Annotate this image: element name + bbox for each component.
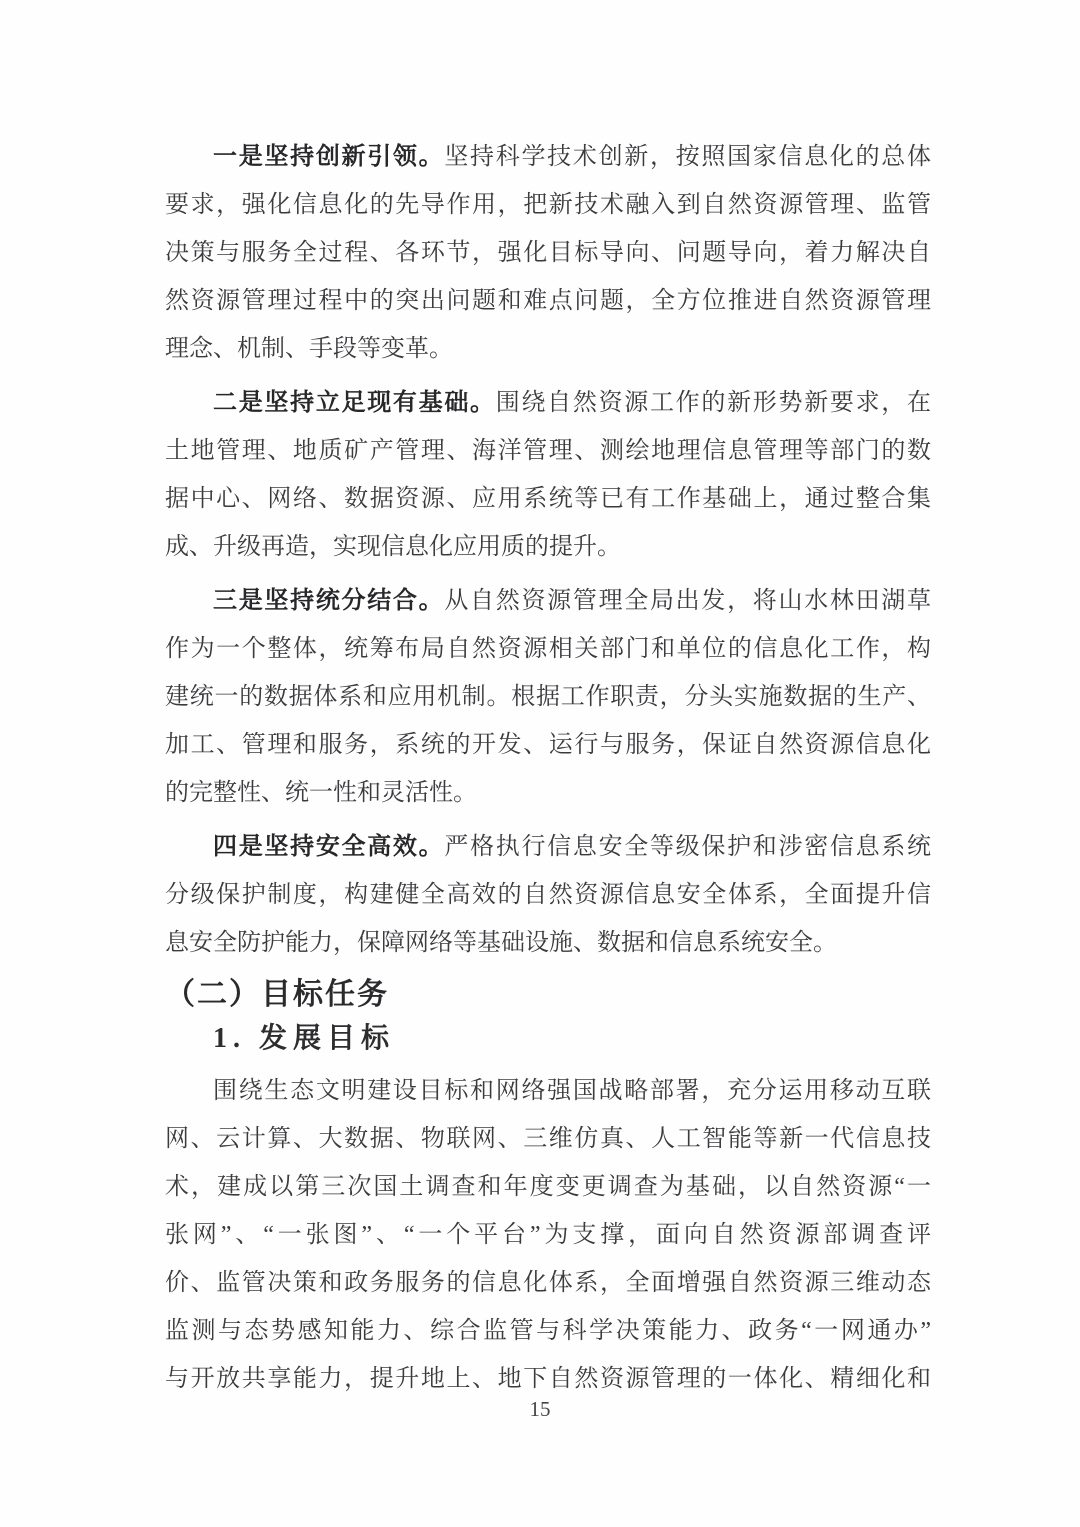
text-line (165, 427, 931, 475)
line-text: 围绕自然资源工作的新形势新要求，在 (495, 390, 931, 416)
paragraph (165, 577, 931, 817)
text-line (165, 325, 931, 373)
line-text: 要求，强化信息化的先导作用，把新技术融入到自然资源管理、监管 (165, 192, 931, 218)
line-text: 加工、管理和服务，系统的开发、运行与服务，保证自然资源信息化 (165, 732, 931, 758)
paragraph-lead: 四是坚持安全高效。 (213, 833, 445, 860)
text-line (165, 1067, 931, 1115)
text-line (165, 1307, 931, 1355)
text-line (165, 871, 931, 919)
paragraph (165, 133, 931, 373)
line-text: 与开放共享能力，提升地上、地下自然资源管理的一体化、精细化和 (165, 1366, 931, 1392)
document-body (165, 133, 931, 1403)
line-text: 然资源管理过程中的突出问题和难点问题，全方位推进自然资源管理 (165, 288, 931, 314)
section-heading: （二）目标任务 (165, 978, 389, 1011)
text-line (165, 1163, 931, 1211)
line-text: 监测与态势感知能力、综合监管与科学决策能力、政务“一网通办” (165, 1318, 931, 1344)
text-line (165, 277, 931, 325)
paragraph-lead: 二是坚持立足现有基础。 (213, 389, 496, 416)
text-line (165, 229, 931, 277)
line-text: 网、云计算、大数据、物联网、三维仿真、人工智能等新一代信息技 (165, 1126, 931, 1152)
paragraph-lead: 三是坚持统分结合。 (213, 587, 445, 614)
text-line (165, 625, 931, 673)
paragraph (165, 1067, 931, 1403)
text-line (165, 1211, 931, 1259)
line-text: 张网”、“一张图”、“一个平台”为支撑，面向自然资源部调查评 (165, 1222, 931, 1248)
text-line (165, 133, 931, 181)
line-text: 据中心、网络、数据资源、应用系统等已有工作基础上，通过整合集 (165, 486, 931, 512)
text-line (165, 379, 931, 427)
page-number: 15 (529, 1397, 551, 1421)
line-text: 价、监管决策和政务服务的信息化体系，全面增强自然资源三维动态 (165, 1270, 931, 1296)
sub-heading: 1. 发展目标 (213, 1023, 396, 1054)
line-text: 严格执行信息安全等级保护和涉密信息系统 (444, 834, 931, 860)
text-line (165, 475, 931, 523)
line-text: 土地管理、地质矿产管理、海洋管理、测绘地理信息管理等部门的数 (165, 438, 931, 464)
text-line (165, 1259, 931, 1307)
text-line (165, 181, 931, 229)
text-line (165, 577, 931, 625)
line-text: 建统一的数据体系和应用机制。根据工作职责，分头实施数据的生产、 (165, 684, 931, 710)
text-line (165, 769, 931, 817)
line-text: 坚持科学技术创新，按照国家信息化的总体 (444, 144, 931, 170)
text-line (165, 919, 931, 967)
paragraph (165, 823, 931, 967)
text-line (165, 823, 931, 871)
paragraph (165, 379, 931, 571)
text-line (165, 721, 931, 769)
line-text: 术，建成以第三次国土调查和年度变更调查为基础，以自然资源“一 (165, 1174, 931, 1200)
line-text: 理念、机制、手段等变革。 (165, 336, 453, 362)
text-line (165, 523, 931, 571)
line-text: 作为一个整体，统筹布局自然资源相关部门和单位的信息化工作，构 (165, 636, 931, 662)
line-text: 的完整性、统一性和灵活性。 (165, 780, 477, 806)
text-line (165, 673, 931, 721)
text-line (165, 1115, 931, 1163)
line-text: 成、升级再造，实现信息化应用质的提升。 (165, 534, 621, 560)
line-text: 围绕生态文明建设目标和网络强国战略部署，充分运用移动互联 (213, 1078, 931, 1104)
line-text: 决策与服务全过程、各环节，强化目标导向、问题导向，着力解决自 (165, 240, 931, 266)
line-text: 息安全防护能力，保障网络等基础设施、数据和信息系统安全。 (165, 930, 837, 956)
line-text: 从自然资源管理全局出发，将山水林田湖草 (444, 588, 931, 614)
paragraph-lead: 一是坚持创新引领。 (213, 143, 445, 170)
line-text: 分级保护制度，构建健全高效的自然资源信息安全体系，全面提升信 (165, 882, 931, 908)
